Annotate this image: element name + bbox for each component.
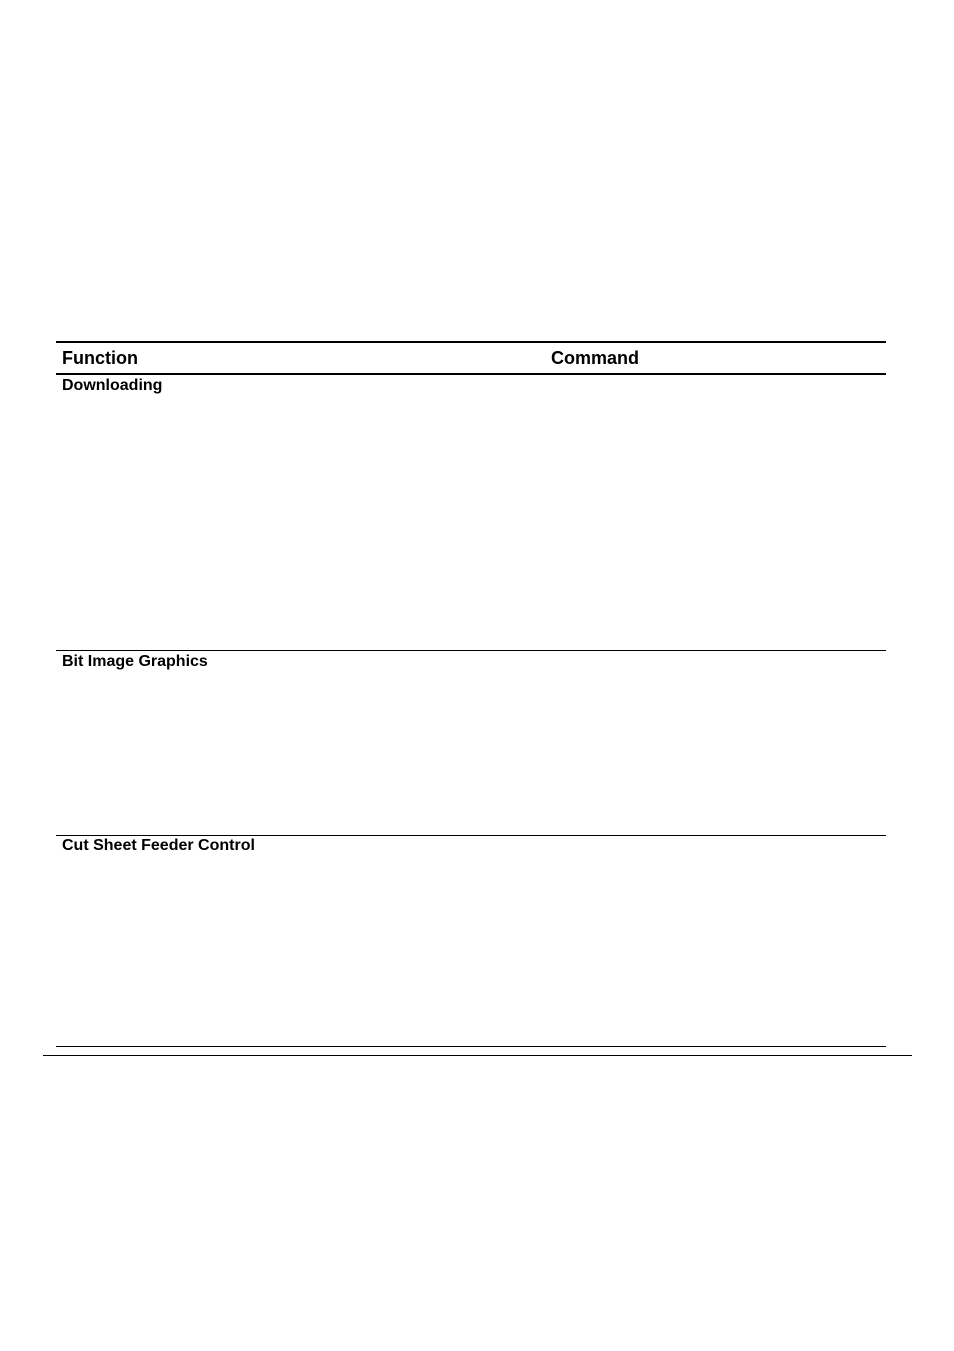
page-footer-rule [43,1055,912,1056]
header-rule [56,373,886,375]
section-title-cut-sheet-feeder-control: Cut Sheet Feeder Control [62,837,255,854]
table-bottom-rule [56,1046,886,1047]
column-header-function: Function [62,348,138,368]
section-divider [56,650,886,651]
section-title-downloading: Downloading [62,377,163,394]
table-top-rule [56,341,886,343]
command-table [56,341,886,1047]
section-title-bit-image-graphics: Bit Image Graphics [62,653,208,670]
section-divider [56,835,886,836]
column-header-command: Command [551,348,640,368]
